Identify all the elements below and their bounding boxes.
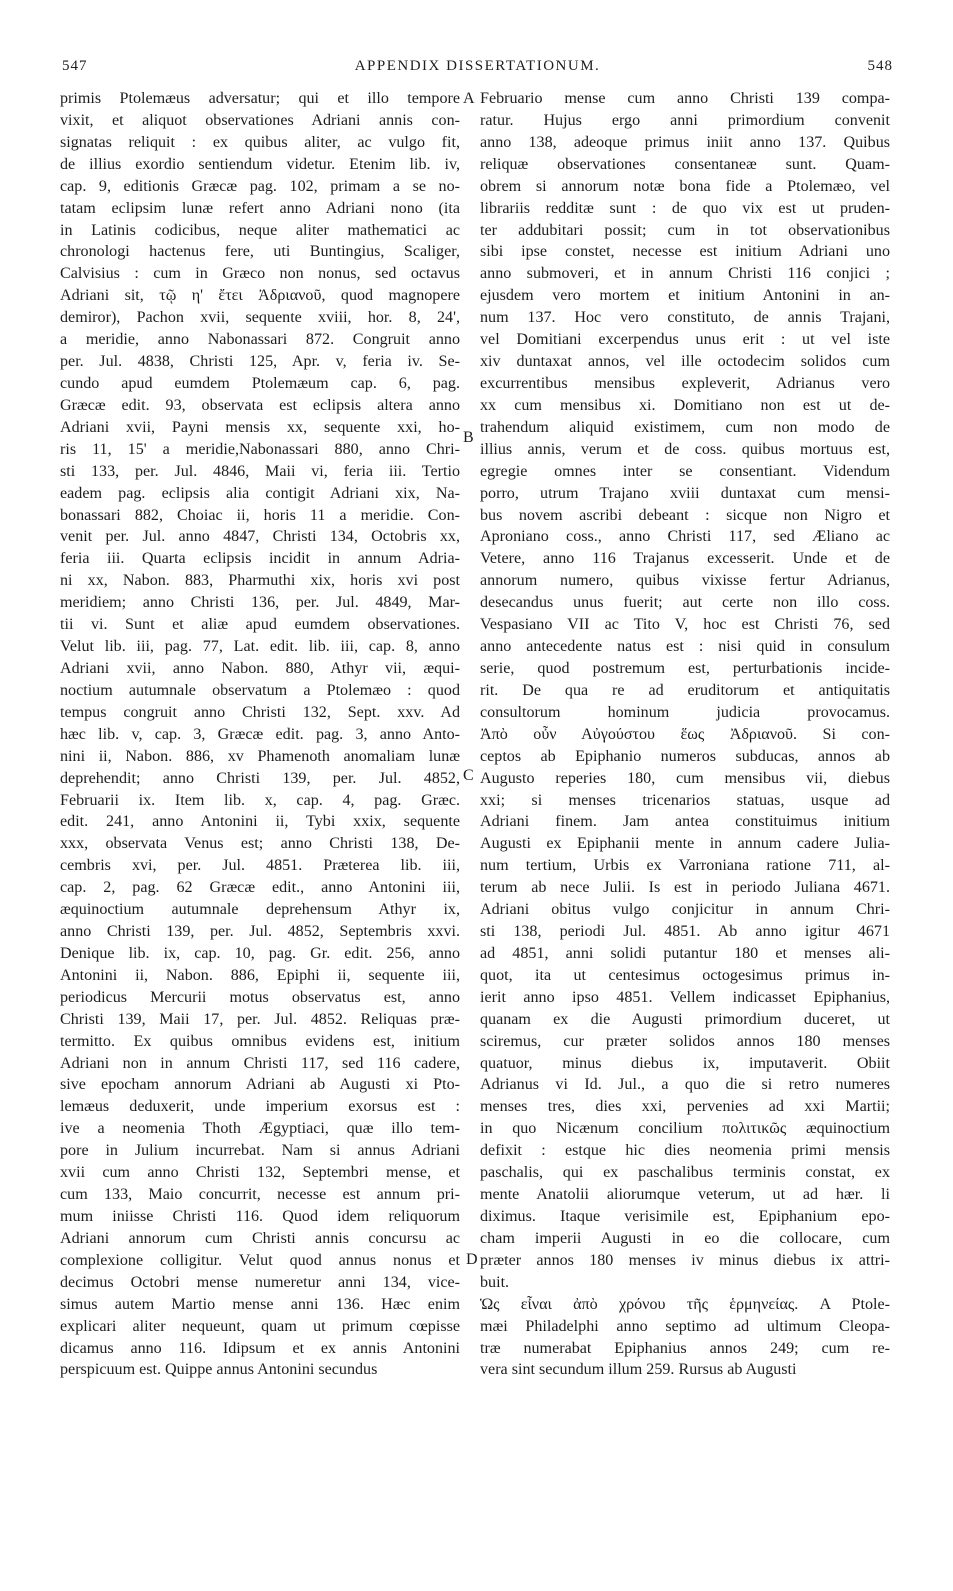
right-column-line: num 137. Hoc vero constituto, de annis Trajani, [480, 309, 890, 327]
right-column-line: paschalis, qui ex paschalibus terminis constat, ex [480, 1164, 890, 1182]
left-column-line: nini ii, Nabon. 886, xv Phamenoth anomaliam lunæ [60, 747, 460, 765]
right-column-line: cham imperii Augusti in eo die collocare, cum [480, 1229, 890, 1247]
right-column-line: Aproniano coss., anno Christi 117, sed Æliano ac [480, 528, 890, 546]
right-column-line: diximus. Itaque verisimile est, Epiphanium epo- [480, 1208, 890, 1226]
right-column-line: ter addubitari possit; cum in tot observationibus [480, 221, 890, 239]
right-column-line: buit. [480, 1273, 510, 1291]
left-column-line: feria iii. Quarta eclipsis incidit in annum Adria- [60, 550, 460, 568]
left-column-line: Februarii ix. Item lib. x, cap. 4, pag. Græc. [60, 791, 460, 809]
left-column-line: Adriani xvii, anno Nabon. 880, Athyr vii, æqui- [60, 659, 460, 677]
right-column-line: Adriani finem. Jam antea constituimus initium [480, 813, 890, 831]
right-column-line: reliquæ observationes consentaneæ sunt. Quam- [480, 155, 890, 173]
left-column-line: venit per. Jul. anno 4847, Christi 134, Octobris xx, [60, 528, 460, 546]
right-column-line: Vetere, anno 116 Trajanus excesserit. Unde et de [480, 550, 890, 568]
left-column-line: sive epocham annorum Adriani ab Augusti xi Pto- [60, 1076, 460, 1094]
left-column-line: Calvisius : cum in Græco non nonus, sed octavus [60, 265, 460, 283]
right-column-line: anno 138, adeoque primus iniit anno 137. Quibus [480, 133, 890, 151]
left-column-line: termitto. Ex quibus omnibus evidens est, initium [60, 1032, 460, 1050]
left-column-line: explicari aliter nequeunt, quam ut primum cœpisse [60, 1317, 460, 1335]
left-column-line: de illius exordio sentiendum videtur. Etenim lib. iv, [60, 155, 460, 173]
left-column-line: complexione colligitur. Velut quod annus nonus et [60, 1251, 460, 1269]
right-column-line: menses tres, dies xxi, pervenies ad xxi Martii; [480, 1098, 890, 1116]
left-column-line: xvii cum anno Christi 132, Septembri mense, et [60, 1164, 460, 1182]
right-column-line: træ numerabat Epiphanius annos 249; cum re- [480, 1339, 890, 1357]
right-column-line: illius annis, verum et de coss. quibus mortuus est, [480, 440, 890, 458]
left-column-line: cap. 2, pag. 62 Græcæ edit., anno Antonini iii, [60, 879, 460, 897]
right-column-line: desecandus unus fuerit; aut certe non illo coss. [480, 594, 890, 612]
right-column-line: egregie omnes inter se consentiant. Videndum [480, 462, 890, 480]
right-column-line: ad 4851, anni solidi putantur 180 et menses ali- [480, 944, 890, 962]
left-column-line: Adriani sit, τῷ η' ἔτει Ἀδριανοῦ, quod magnopere [60, 287, 460, 305]
right-column-line: Adrianus vi Id. Jul., a quo die si retro numeres [480, 1076, 890, 1094]
right-column-line: Februario mense cum anno Christi 139 compa- [480, 90, 890, 107]
right-column-line: xxi; si menses tricenarios statuas, usque ad [480, 791, 890, 809]
right-column-line: porro, utrum Trajano xviii duntaxat cum mensi- [480, 484, 890, 502]
left-column-line: demiror), Pachon xvii, sequente xviii, hor. 8, 24', [60, 309, 460, 327]
right-column-line: sibi ipse constet, necesse est initium Adriani uno [480, 243, 890, 261]
right-column-line: sti 138, periodi Jul. 4851. Ab anno igitur 4671 [480, 923, 890, 941]
right-column-line: Ὡς εἶναι ἀπὸ χρόνου τῆς ἑρμηνείας. A Ptole- [480, 1295, 890, 1313]
right-column-line: obrem si annorum notæ bona fide a Ptolemæo, vel [480, 177, 890, 195]
margin-marker-d: D [466, 1251, 478, 1268]
left-column-line: a meridie, anno Nabonassari 872. Congruit anno [60, 331, 460, 349]
left-column-line: sti 133, per. Jul. 4846, Maii vi, feria iii. Tertio [60, 462, 460, 480]
right-column-line: vel Domitiani excerpendus unus erit : ut vel iste [480, 331, 890, 349]
left-column-line: simus autem Martio mense anni 136. Hæc enim [60, 1295, 460, 1313]
right-column-line: rit. De qua re ad eruditorum et antiquitatis [480, 681, 890, 699]
left-column-line: cum 133, Maio concurrit, necesse est annum pri- [60, 1186, 460, 1204]
right-column-line: excurrentibus mensibus expleverit, Adrianus vero [480, 374, 890, 392]
left-column-line: primis Ptolemæus adversatur; qui et illo tempore [60, 90, 460, 107]
right-column-line: terum ab nece Julii. Is est in periodo Juliana 4671. [480, 879, 890, 897]
left-column-line: ris 11, 15' a meridie,Nabonassari 880, anno Chri- [60, 440, 460, 458]
right-column-line: sciremus, cur præter solidos annos 180 menses [480, 1032, 890, 1050]
right-column-line: ejusdem vero mortem et initium Antonini in an- [480, 287, 890, 305]
running-title: APPENDIX DISSERTATIONUM. [354, 58, 601, 74]
left-column-line: xxx, observata Venus est; anno Christi 138, De- [60, 835, 460, 853]
left-column-line: tatam eclipsim lunæ refert anno Adriani nono (ita [60, 199, 460, 217]
left-column-line: mum iniisse Christi 116. Quod idem reliquorum [60, 1208, 460, 1226]
right-column-line: præter annos 180 menses iv minus diebus ix attri- [480, 1251, 890, 1269]
left-column-line: tii vi. Sunt et aliæ apud eumdem observationes. [60, 616, 460, 634]
left-column-line: Christi 139, Maii 17, per. Jul. 4852. Reliquas præ- [60, 1010, 460, 1028]
right-column-line: vera sint secundum illum 259. Rursus ab Augusti [480, 1361, 797, 1379]
left-column-line: deprehendit; anno Christi 139, per. Jul. 4852, [60, 769, 460, 787]
left-column-line: edit. 241, anno Antonini ii, Tybi xxix, sequente [60, 813, 460, 831]
page-number-right: 548 [867, 58, 893, 74]
left-column-line: Græcæ edit. 93, observata est eclipsis altera anno [60, 396, 460, 414]
left-column-line: æquinoctium autumnale deprehensum Athyr ix, [60, 901, 460, 919]
right-column-line: bus novem ascribi debeant : sicque non Nigro et [480, 506, 890, 524]
right-column-line: quot, ita ut centesimus octogesimus primus in- [480, 966, 890, 984]
right-column-line: quanam ex die Augusti primordium duceret, ut [480, 1010, 890, 1028]
left-column-line: cembris xvi, per. Jul. 4851. Præterea lib. iii, [60, 857, 460, 875]
right-column-line: mæi Philadelphi anno septimo ad ultimum Cleopa- [480, 1317, 890, 1335]
left-column-line: Adriani xvii, Payni mensis xx, sequente xxi, ho- [60, 418, 460, 436]
right-column-line: ceptos ab Epiphanio numeros subducas, annos ab [480, 747, 890, 765]
right-column [480, 88, 890, 1381]
left-column-line: bonassari 882, Choiac ii, horis 11 a meridie. Con- [60, 506, 460, 524]
left-column-line: lemæus deduxerit, unde imperium exorsus est : [60, 1098, 460, 1116]
left-column-line: anno Christi 139, per. Jul. 4852, Septembris xxvi. [60, 923, 460, 941]
running-head [62, 58, 893, 82]
left-column-line: Adriani annorum cum Christi annis concursu ac [60, 1229, 460, 1247]
right-column-line: xx cum mensibus xi. Domitiano non est ut de- [480, 396, 890, 414]
left-column-line: Velut lib. iii, pag. 77, Lat. edit. lib. iii, cap. 8, anno [60, 638, 460, 656]
left-column-line: hæc lib. v, cap. 3, Græcæ edit. pag. 3, anno Anto- [60, 725, 460, 743]
right-column-line: ratur. Hujus ergo anni primordium convenit [480, 111, 890, 129]
right-column-line: Augusti ex Epiphanii mente in annum cadere Julia- [480, 835, 890, 853]
right-column-line: ierit anno ipso 4851. Vellem indicasset Epiphanius, [480, 988, 890, 1006]
left-column-line: dicamus anno 116. Idipsum et ex annis Antonini [60, 1339, 460, 1357]
left-column [60, 88, 460, 1381]
right-column-line: annorum numero, quibus vixisse fertur Adrianus, [480, 572, 890, 590]
left-column-line: ive a neomenia Thoth Ægyptiaci, quæ illo tem- [60, 1120, 460, 1138]
right-column-line: serie, quod postremum est, perturbationis incide- [480, 659, 890, 677]
right-column-line: num tertium, Urbis ex Varroniana ratione 711, al- [480, 857, 890, 875]
right-column-line: quatuor, minus diebus ix, imputaverit. Obiit [480, 1054, 890, 1072]
left-column-line: per. Jul. 4838, Christi 125, Apr. v, feria iv. Se- [60, 353, 460, 371]
right-column-line: defixit : estque hic dies neomenia primi mensis [480, 1142, 890, 1160]
left-column-line: noctium autumnale observatum a Ptolemæo : quod [60, 681, 460, 699]
left-column-line: cap. 9, editionis Græcæ pag. 102, primam a se no- [60, 177, 460, 195]
right-column-line: anno antecedente natus est : nisi quid in consulum [480, 638, 890, 656]
left-column-line: Denique lib. ix, cap. 10, pag. Gr. edit. 256, anno [60, 944, 460, 962]
left-column-line: meridiem; anno Christi 136, per. Jul. 4849, Mar- [60, 594, 460, 612]
left-column-line: Antonini ii, Nabon. 886, Epiphi ii, sequente iii, [60, 966, 460, 984]
left-column-line: in Latinis codicibus, neque aliter mathematici ac [60, 221, 460, 239]
margin-marker-b: B [463, 429, 474, 446]
margin-marker-a: A [463, 90, 475, 107]
left-column-line: pore in Julium incurrebat. Nam si annus Adriani [60, 1142, 460, 1160]
right-column-line: in quo Nicænum concilium πολιτικῶς æquinoctium [480, 1120, 890, 1138]
page-number-left: 547 [62, 58, 88, 74]
left-column-line: perspicuum est. Quippe annus Antonini secundus [60, 1361, 378, 1379]
right-column-line: librariis redditæ sunt : de quo vix est ut pruden- [480, 199, 890, 217]
margin-marker-c: C [463, 767, 474, 784]
right-column-line: Ἀπὸ οὖν Αὐγούστου ἕως Ἀδριανοῦ. Si con- [480, 725, 890, 743]
left-column-line: Adriani non in annum Christi 117, sed 116 cadere, [60, 1054, 460, 1072]
right-column-line: Adriani obitus vulgo conjicitur in annum Chri- [480, 901, 890, 919]
right-column-line: Vespasiano VII ac Tito V, hoc est Christi 76, sed [480, 616, 890, 634]
right-column-line: mente Anatolii aliorumque veterum, ut ad hær. li [480, 1186, 890, 1204]
right-column-line: anno submoveri, et in annum Christi 116 conjici ; [480, 265, 890, 283]
left-column-line: cundo apud eumdem Ptolemæum cap. 6, pag. [60, 374, 460, 392]
left-column-line: eadem pag. eclipsis alia contigit Adriani xix, Na- [60, 484, 460, 502]
right-column-line: Augusto reperies 180, cum mensibus vii, diebus [480, 769, 890, 787]
left-column-line: periodicus Mercurii motus observatus est, anno [60, 988, 460, 1006]
left-column-line: ni xx, Nabon. 883, Pharmuthi xix, horis xvi post [60, 572, 460, 590]
right-column-line: trahendum aliquid existimem, cum non modo de [480, 418, 890, 436]
left-column-line: chronologi hactenus fere, uti Buntingius, Scaliger, [60, 243, 460, 261]
left-column-line: decimus Octobri mense numeretur anni 134, vice- [60, 1273, 460, 1291]
left-column-line: tempus congruit anno Christi 132, Sept. xxv. Ad [60, 703, 460, 721]
left-column-line: vixit, et aliquot observationes Adriani annis con- [60, 111, 460, 129]
right-column-line: xiv duntaxat annos, vel ille octodecim solidos cum [480, 353, 890, 371]
left-column-line: signatas reliquit : ex quibus aliter, ac vulgo fit, [60, 133, 460, 151]
right-column-line: consultorum hominum judicia provocamus. [480, 703, 890, 721]
